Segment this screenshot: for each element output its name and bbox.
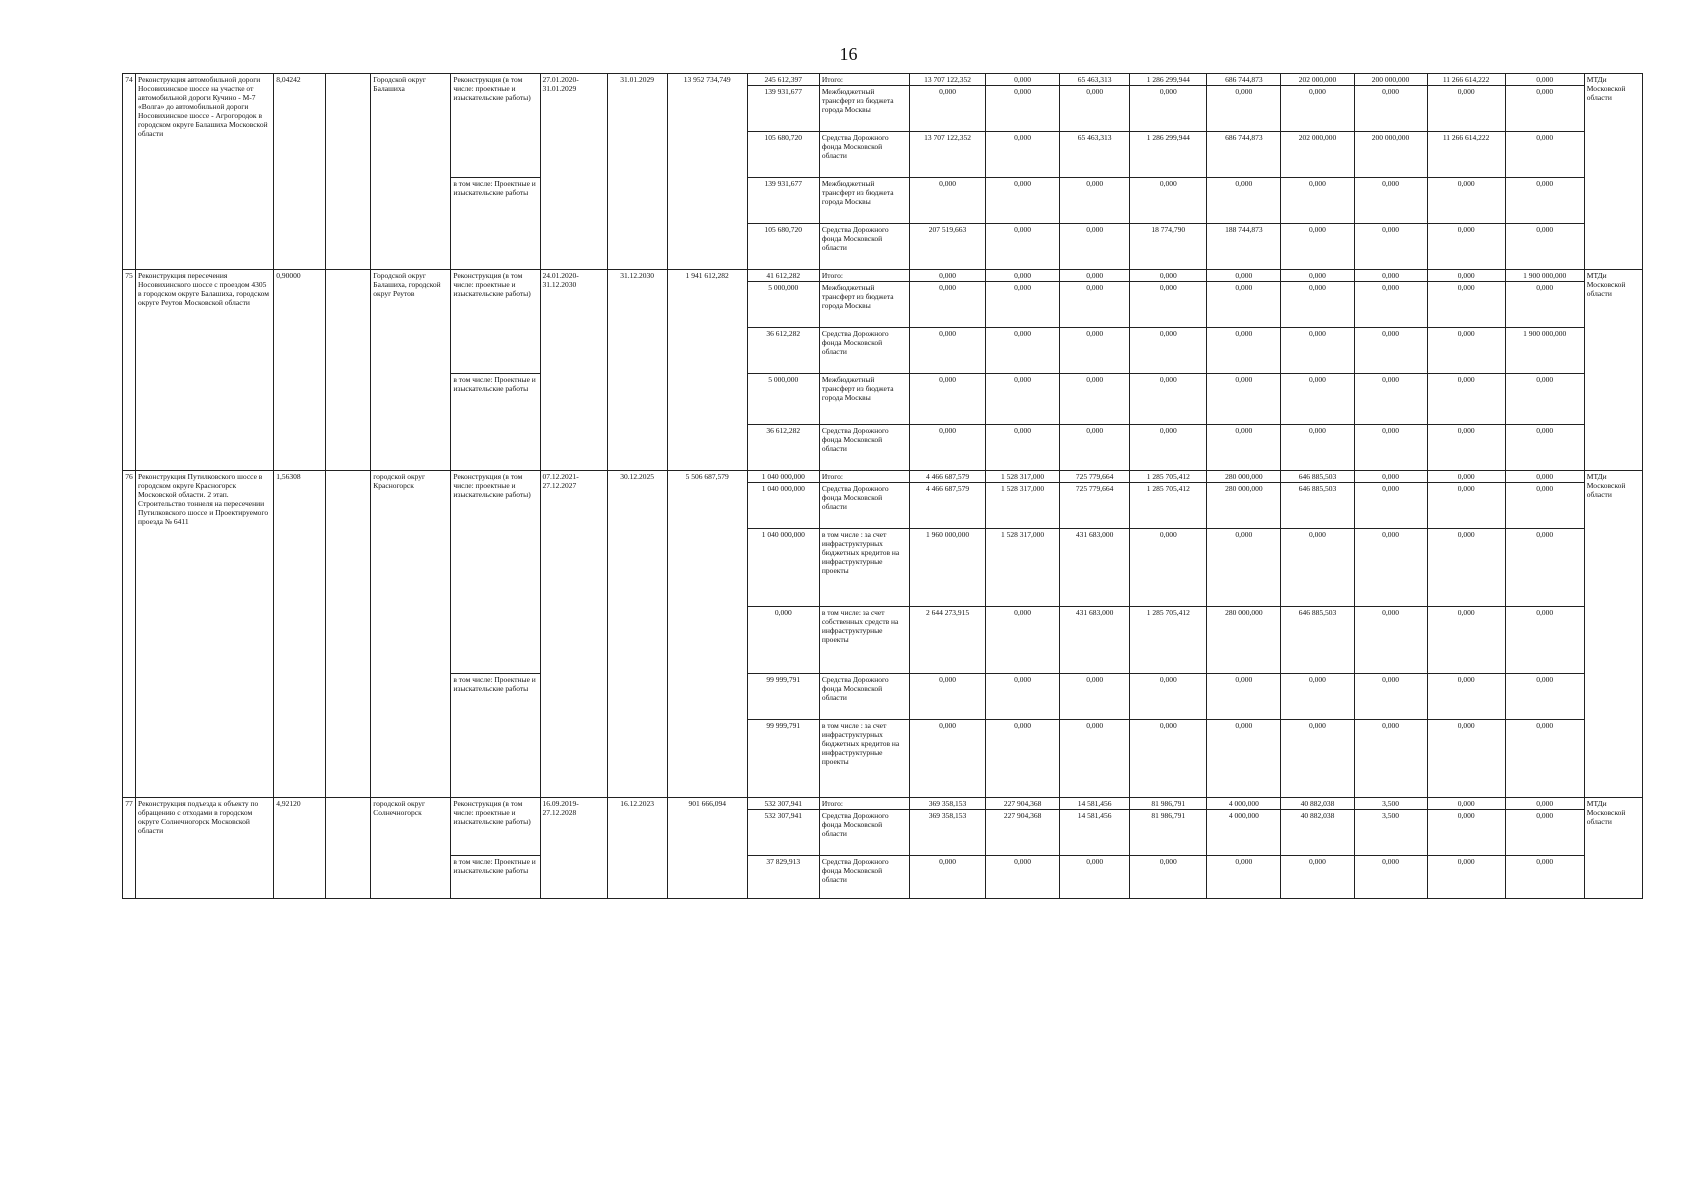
amount-cell: 431 683,000 <box>1060 529 1130 607</box>
amount-cell: 188 744,873 <box>1207 224 1281 270</box>
end-date: 30.12.2025 <box>607 471 667 798</box>
amount-cell: 0,000 <box>1354 720 1427 798</box>
work-type: Реконструкция (в том числе: проектные и изыскательские работы) <box>451 270 540 374</box>
amount-cell: 40 882,038 <box>1281 810 1354 856</box>
amount-cell: 0,000 <box>909 720 985 798</box>
amount-cell: 202 000,000 <box>1281 132 1354 178</box>
end-date: 16.12.2023 <box>607 798 667 899</box>
amount-cell: 0,000 <box>986 224 1060 270</box>
amount-cell: 0,000 <box>1207 425 1281 471</box>
amount-cell: 0,000 <box>1281 270 1354 282</box>
amount-cell: 0,000 <box>1207 178 1281 224</box>
amount-cell: 0,000 <box>1505 471 1584 483</box>
customer: МТДи Московской области <box>1584 270 1642 471</box>
amount-cell: 1 900 000,000 <box>1505 270 1584 282</box>
work-type-sub: в том числе: Проектные и изыскательские работы <box>451 178 540 270</box>
prev-financing: 99 999,791 <box>747 720 819 798</box>
amount-cell: 0,000 <box>1060 720 1130 798</box>
funding-source: Межбюджетный трансферт из бюджета города Москвы <box>819 86 909 132</box>
amount-cell: 0,000 <box>1130 425 1207 471</box>
amount-cell: 0,000 <box>1060 374 1130 425</box>
prev-financing: 99 999,791 <box>747 674 819 720</box>
amount-cell: 0,000 <box>986 856 1060 899</box>
amount-cell: 0,000 <box>1130 270 1207 282</box>
amount-cell: 0,000 <box>1130 86 1207 132</box>
amount-cell: 0,000 <box>909 856 985 899</box>
amount-cell: 0,000 <box>1505 810 1584 856</box>
amount-cell: 0,000 <box>1505 425 1584 471</box>
amount-cell: 0,000 <box>1505 483 1584 529</box>
amount-cell: 0,000 <box>1207 282 1281 328</box>
object-length: 1,56308 <box>274 471 326 798</box>
amount-cell: 0,000 <box>1207 374 1281 425</box>
funding-source: Средства Дорожного фонда Московской области <box>819 810 909 856</box>
prev-financing: 532 307,941 <box>747 798 819 810</box>
funding-source: Межбюджетный трансферт из бюджета города Москвы <box>819 178 909 224</box>
amount-cell: 686 744,873 <box>1207 132 1281 178</box>
work-dates: 24.01.2020- 31.12.2030 <box>540 270 607 471</box>
amount-cell: 686 744,873 <box>1207 74 1281 86</box>
row-number: 77 <box>123 798 136 899</box>
amount-cell: 0,000 <box>1060 856 1130 899</box>
prev-financing: 1 040 000,000 <box>747 471 819 483</box>
amount-cell: 1 528 317,000 <box>986 483 1060 529</box>
amount-cell: 0,000 <box>1130 328 1207 374</box>
amount-cell: 0,000 <box>1427 674 1505 720</box>
amount-cell: 0,000 <box>1281 178 1354 224</box>
amount-cell: 0,000 <box>1130 178 1207 224</box>
amount-cell: 4 000,000 <box>1207 810 1281 856</box>
row-number: 74 <box>123 74 136 270</box>
municipality: Городской округ Балашиха <box>371 74 451 270</box>
end-date: 31.01.2029 <box>607 74 667 270</box>
amount-cell: 3,500 <box>1354 798 1427 810</box>
amount-cell: 0,000 <box>1427 328 1505 374</box>
amount-cell: 0,000 <box>986 374 1060 425</box>
work-type: Реконструкция (в том числе: проектные и изыскательские работы) <box>451 74 540 178</box>
total-cost: 5 506 687,579 <box>667 471 747 798</box>
amount-cell: 0,000 <box>1060 86 1130 132</box>
amount-cell: 202 000,000 <box>1281 74 1354 86</box>
amount-cell: 280 000,000 <box>1207 471 1281 483</box>
amount-cell: 207 519,663 <box>909 224 985 270</box>
funding-source: в том числе : за счет инфраструктурных бюджетных кредитов на инфраструктурные проекты <box>819 529 909 607</box>
amount-cell: 0,000 <box>909 328 985 374</box>
amount-cell: 200 000,000 <box>1354 74 1427 86</box>
amount-cell: 0,000 <box>986 132 1060 178</box>
amount-cell: 0,000 <box>1505 674 1584 720</box>
amount-cell: 3,500 <box>1354 810 1427 856</box>
empty-cell <box>326 74 371 270</box>
prev-financing: 41 612,282 <box>747 270 819 282</box>
funding-source: Итого: <box>819 270 909 282</box>
prev-financing: 532 307,941 <box>747 810 819 856</box>
work-type-sub: в том числе: Проектные и изыскательские работы <box>451 374 540 471</box>
amount-cell: 14 581,456 <box>1060 810 1130 856</box>
funding-source: Итого: <box>819 798 909 810</box>
table-row <box>123 74 1643 86</box>
amount-cell: 0,000 <box>1505 374 1584 425</box>
funding-source: Средства Дорожного фонда Московской области <box>819 674 909 720</box>
amount-cell: 0,000 <box>1354 224 1427 270</box>
amount-cell: 0,000 <box>1207 856 1281 899</box>
prev-financing: 139 931,677 <box>747 178 819 224</box>
amount-cell: 0,000 <box>909 425 985 471</box>
prev-financing: 245 612,397 <box>747 74 819 86</box>
amount-cell: 0,000 <box>986 720 1060 798</box>
amount-cell: 0,000 <box>1427 178 1505 224</box>
amount-cell: 0,000 <box>986 270 1060 282</box>
amount-cell: 0,000 <box>909 282 985 328</box>
prev-financing: 105 680,720 <box>747 224 819 270</box>
amount-cell: 0,000 <box>1505 74 1584 86</box>
amount-cell: 0,000 <box>1281 425 1354 471</box>
amount-cell: 0,000 <box>1427 720 1505 798</box>
amount-cell: 0,000 <box>1281 529 1354 607</box>
amount-cell: 0,000 <box>1207 86 1281 132</box>
object-name: Реконструкция подъезда к объекту по обращению с отходами в городском округе Солнечногорск Московской области <box>136 798 274 899</box>
amount-cell: 0,000 <box>1427 529 1505 607</box>
amount-cell: 0,000 <box>1207 270 1281 282</box>
work-type: Реконструкция (в том числе: проектные и изыскательские работы) <box>451 798 540 856</box>
amount-cell: 0,000 <box>909 86 985 132</box>
amount-cell: 4 466 687,579 <box>909 471 985 483</box>
amount-cell: 81 986,791 <box>1130 798 1207 810</box>
funding-source: в том числе: за счет собственных средств на инфраструктурные проекты <box>819 607 909 674</box>
work-type-sub: в том числе: Проектные и изыскательские работы <box>451 674 540 798</box>
amount-cell: 0,000 <box>1130 374 1207 425</box>
amount-cell: 1 960 000,000 <box>909 529 985 607</box>
municipality: городской округ Солнечногорск <box>371 798 451 899</box>
amount-cell: 0,000 <box>1427 282 1505 328</box>
amount-cell: 0,000 <box>1354 607 1427 674</box>
amount-cell: 725 779,664 <box>1060 471 1130 483</box>
amount-cell: 1 285 705,412 <box>1130 471 1207 483</box>
amount-cell: 0,000 <box>1505 529 1584 607</box>
funding-source: Итого: <box>819 74 909 86</box>
funding-source: Средства Дорожного фонда Московской области <box>819 132 909 178</box>
amount-cell: 14 581,456 <box>1060 798 1130 810</box>
customer: МТДи Московской области <box>1584 471 1642 798</box>
work-type-sub: в том числе: Проектные и изыскательские работы <box>451 856 540 899</box>
prev-financing: 1 040 000,000 <box>747 483 819 529</box>
amount-cell: 1 286 299,944 <box>1130 132 1207 178</box>
work-type: Реконструкция (в том числе: проектные и изыскательские работы) <box>451 471 540 674</box>
table-row <box>123 471 1643 483</box>
object-name: Реконструкция Путилковского шоссе в городском округе Красногорск Московской области. 2 этап. Строительство тоннеля на пересечении Путилковского шоссе и Проектируемого проезда № 6411 <box>136 471 274 798</box>
amount-cell: 4 000,000 <box>1207 798 1281 810</box>
amount-cell: 0,000 <box>1505 798 1584 810</box>
amount-cell: 0,000 <box>1505 282 1584 328</box>
amount-cell: 0,000 <box>1427 798 1505 810</box>
prev-financing: 0,000 <box>747 607 819 674</box>
funding-source: Средства Дорожного фонда Московской области <box>819 328 909 374</box>
amount-cell: 0,000 <box>1281 224 1354 270</box>
amount-cell: 369 358,153 <box>909 810 985 856</box>
amount-cell: 0,000 <box>986 86 1060 132</box>
amount-cell: 2 644 273,915 <box>909 607 985 674</box>
prev-financing: 37 829,913 <box>747 856 819 899</box>
amount-cell: 0,000 <box>1130 674 1207 720</box>
amount-cell: 0,000 <box>986 425 1060 471</box>
amount-cell: 1 285 705,412 <box>1130 483 1207 529</box>
empty-cell <box>326 798 371 899</box>
amount-cell: 0,000 <box>1281 856 1354 899</box>
amount-cell: 0,000 <box>1505 178 1584 224</box>
amount-cell: 1 528 317,000 <box>986 529 1060 607</box>
amount-cell: 200 000,000 <box>1354 132 1427 178</box>
total-cost: 13 952 734,749 <box>667 74 747 270</box>
amount-cell: 0,000 <box>1207 328 1281 374</box>
amount-cell: 65 463,313 <box>1060 132 1130 178</box>
work-dates: 16.09.2019- 27.12.2028 <box>540 798 607 899</box>
funding-source: Межбюджетный трансферт из бюджета города Москвы <box>819 374 909 425</box>
amount-cell: 40 882,038 <box>1281 798 1354 810</box>
amount-cell: 0,000 <box>1427 270 1505 282</box>
prev-financing: 36 612,282 <box>747 328 819 374</box>
funding-source: в том числе : за счет инфраструктурных бюджетных кредитов на инфраструктурные проекты <box>819 720 909 798</box>
work-dates: 27.01.2020- 31.01.2029 <box>540 74 607 270</box>
amount-cell: 0,000 <box>1505 132 1584 178</box>
amount-cell: 13 707 122,352 <box>909 132 985 178</box>
amount-cell: 0,000 <box>1354 425 1427 471</box>
funding-source: Средства Дорожного фонда Московской области <box>819 224 909 270</box>
amount-cell: 0,000 <box>1354 86 1427 132</box>
amount-cell: 0,000 <box>1207 674 1281 720</box>
object-length: 0,90000 <box>274 270 326 471</box>
amount-cell: 0,000 <box>1427 224 1505 270</box>
table-row <box>123 798 1643 810</box>
amount-cell: 0,000 <box>1130 282 1207 328</box>
amount-cell: 0,000 <box>1505 720 1584 798</box>
amount-cell: 4 466 687,579 <box>909 483 985 529</box>
program-table <box>122 73 1643 899</box>
amount-cell: 0,000 <box>1354 270 1427 282</box>
funding-source: Средства Дорожного фонда Московской области <box>819 856 909 899</box>
end-date: 31.12.2030 <box>607 270 667 471</box>
work-dates: 07.12.2021- 27.12.2027 <box>540 471 607 798</box>
row-number: 76 <box>123 471 136 798</box>
amount-cell: 0,000 <box>1207 529 1281 607</box>
amount-cell: 0,000 <box>986 607 1060 674</box>
row-number: 75 <box>123 270 136 471</box>
amount-cell: 1 900 000,000 <box>1505 328 1584 374</box>
amount-cell: 0,000 <box>1130 720 1207 798</box>
empty-cell <box>326 471 371 798</box>
amount-cell: 11 266 614,222 <box>1427 74 1505 86</box>
amount-cell: 0,000 <box>986 178 1060 224</box>
amount-cell: 0,000 <box>1354 529 1427 607</box>
funding-source: Итого: <box>819 471 909 483</box>
amount-cell: 1 286 299,944 <box>1130 74 1207 86</box>
prev-financing: 1 040 000,000 <box>747 529 819 607</box>
amount-cell: 0,000 <box>1505 607 1584 674</box>
table-row <box>123 270 1643 282</box>
amount-cell: 0,000 <box>909 270 985 282</box>
amount-cell: 0,000 <box>1207 720 1281 798</box>
amount-cell: 0,000 <box>1354 178 1427 224</box>
amount-cell: 1 528 317,000 <box>986 471 1060 483</box>
amount-cell: 0,000 <box>986 282 1060 328</box>
amount-cell: 0,000 <box>1354 374 1427 425</box>
page-number: 16 <box>839 44 858 64</box>
municipality: городской округ Красногорск <box>371 471 451 798</box>
amount-cell: 0,000 <box>1427 425 1505 471</box>
amount-cell: 13 707 122,352 <box>909 74 985 86</box>
amount-cell: 646 885,503 <box>1281 483 1354 529</box>
amount-cell: 0,000 <box>1354 328 1427 374</box>
empty-cell <box>326 270 371 471</box>
amount-cell: 0,000 <box>986 328 1060 374</box>
amount-cell: 0,000 <box>1281 86 1354 132</box>
amount-cell: 0,000 <box>1505 856 1584 899</box>
amount-cell: 0,000 <box>1427 374 1505 425</box>
amount-cell: 0,000 <box>1281 674 1354 720</box>
amount-cell: 0,000 <box>1060 224 1130 270</box>
amount-cell: 280 000,000 <box>1207 483 1281 529</box>
amount-cell: 0,000 <box>986 74 1060 86</box>
amount-cell: 0,000 <box>1281 374 1354 425</box>
amount-cell: 0,000 <box>1427 86 1505 132</box>
amount-cell: 0,000 <box>1354 471 1427 483</box>
object-name: Реконструкция пересечения Носовихинского шоссе с проездом 4305 в городском округе Балашиха, городском округе Реутов Московской области <box>136 270 274 471</box>
amount-cell: 0,000 <box>1281 328 1354 374</box>
amount-cell: 0,000 <box>909 374 985 425</box>
amount-cell: 0,000 <box>1281 720 1354 798</box>
municipality: Городской округ Балашиха, городской округ Реутов <box>371 270 451 471</box>
amount-cell: 431 683,000 <box>1060 607 1130 674</box>
prev-financing: 5 000,000 <box>747 374 819 425</box>
prev-financing: 139 931,677 <box>747 86 819 132</box>
amount-cell: 280 000,000 <box>1207 607 1281 674</box>
amount-cell: 0,000 <box>1427 607 1505 674</box>
amount-cell: 0,000 <box>1281 282 1354 328</box>
funding-source: Средства Дорожного фонда Московской области <box>819 483 909 529</box>
funding-source: Средства Дорожного фонда Московской области <box>819 425 909 471</box>
amount-cell: 0,000 <box>909 674 985 720</box>
amount-cell: 11 266 614,222 <box>1427 132 1505 178</box>
amount-cell: 0,000 <box>1354 483 1427 529</box>
prev-financing: 36 612,282 <box>747 425 819 471</box>
amount-cell: 0,000 <box>1060 178 1130 224</box>
amount-cell: 0,000 <box>1130 856 1207 899</box>
customer: МТДи Московской области <box>1584 798 1642 899</box>
amount-cell: 227 904,368 <box>986 810 1060 856</box>
amount-cell: 0,000 <box>1505 86 1584 132</box>
amount-cell: 369 358,153 <box>909 798 985 810</box>
object-length: 4,92120 <box>274 798 326 899</box>
amount-cell: 0,000 <box>1354 856 1427 899</box>
amount-cell: 646 885,503 <box>1281 471 1354 483</box>
total-cost: 901 666,094 <box>667 798 747 899</box>
amount-cell: 725 779,664 <box>1060 483 1130 529</box>
customer: МТДи Московской области <box>1584 74 1642 270</box>
total-cost: 1 941 612,282 <box>667 270 747 471</box>
amount-cell: 0,000 <box>1354 282 1427 328</box>
amount-cell: 0,000 <box>986 674 1060 720</box>
amount-cell: 0,000 <box>1060 674 1130 720</box>
amount-cell: 81 986,791 <box>1130 810 1207 856</box>
amount-cell: 0,000 <box>1060 282 1130 328</box>
object-length: 8,04242 <box>274 74 326 270</box>
amount-cell: 0,000 <box>1505 224 1584 270</box>
amount-cell: 0,000 <box>1427 810 1505 856</box>
amount-cell: 0,000 <box>1060 328 1130 374</box>
amount-cell: 0,000 <box>1060 425 1130 471</box>
amount-cell: 646 885,503 <box>1281 607 1354 674</box>
prev-financing: 5 000,000 <box>747 282 819 328</box>
amount-cell: 0,000 <box>909 178 985 224</box>
funding-source: Межбюджетный трансферт из бюджета города Москвы <box>819 282 909 328</box>
amount-cell: 0,000 <box>1427 471 1505 483</box>
amount-cell: 18 774,790 <box>1130 224 1207 270</box>
amount-cell: 0,000 <box>1060 270 1130 282</box>
amount-cell: 65 463,313 <box>1060 74 1130 86</box>
object-name: Реконструкция автомобильной дороги Носовихинское шоссе на участке от автомобильной дороги Кучино - М-7 «Волга» до автомобильной дороги Носовихинское шоссе - Агрогородок в городском округе Балашиха Московской области <box>136 74 274 270</box>
amount-cell: 0,000 <box>1427 483 1505 529</box>
amount-cell: 227 904,368 <box>986 798 1060 810</box>
prev-financing: 105 680,720 <box>747 132 819 178</box>
amount-cell: 0,000 <box>1427 856 1505 899</box>
amount-cell: 0,000 <box>1130 529 1207 607</box>
amount-cell: 1 285 705,412 <box>1130 607 1207 674</box>
amount-cell: 0,000 <box>1354 674 1427 720</box>
